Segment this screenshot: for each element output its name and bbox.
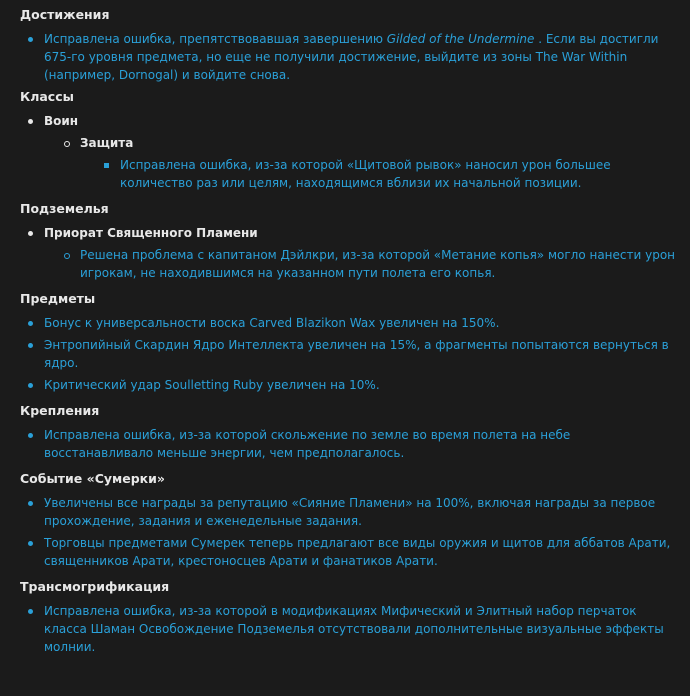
item-text: . Если вы достигли 675-го уровня предмета, но еще не получили достижение, выйдите из зоны The War Within (например, Dornogal) и войдите снова. <box>44 32 659 82</box>
item-text: Защита <box>80 136 134 150</box>
class-warrior <box>26 112 676 130</box>
section-title-transmog: Трансмогрификация <box>20 579 170 594</box>
item-text: Энтропийный Скардин Ядро Интеллекта увеличен на 15%, а фрагменты попытаются вернуться в ядро. <box>44 338 669 370</box>
section-title-mounts: Крепления <box>20 403 100 418</box>
dungeon-priory <box>26 224 676 242</box>
list-item <box>26 376 676 394</box>
section-mounts <box>20 402 676 462</box>
item-text: Исправлена ошибка, из-за которой в модификациях Мифический и Элитный набор перчаток класса Шаман Освобождение Подземелья отсутствовали дополнительные визуальные эффекты молнии. <box>44 604 664 654</box>
section-event <box>20 470 676 570</box>
list-item <box>26 602 676 656</box>
item-text: Воин <box>44 114 79 128</box>
item-text: Исправлена ошибка, из-за которой «Щитовой рывок» наносил урон большее количество раз или целям, находящимся вблизи их начальной позиции. <box>120 158 611 190</box>
item-text: Торговцы предметами Сумерек теперь предлагают все виды оружия и щитов для аббатов Арати, священников Арати, крестоносцев Арати и фанатиков Арати. <box>44 536 671 568</box>
list-item <box>26 426 676 462</box>
list-item <box>102 156 676 192</box>
list-item <box>26 30 676 84</box>
section-achievements <box>20 6 676 84</box>
list-item <box>26 534 676 570</box>
section-items <box>20 290 676 394</box>
item-text: Критический удар Soulletting Ruby увеличен на 10%. <box>44 378 380 392</box>
list-item <box>26 494 676 530</box>
item-text: Бонус к универсальности воска Carved Blazikon Wax увеличен на 150%. <box>44 316 500 330</box>
achievement-name: Gilded of the Undermine <box>386 32 535 46</box>
list-item <box>26 314 676 332</box>
section-title-classes: Классы <box>20 89 74 104</box>
list-item <box>26 336 676 372</box>
section-title-event: Событие «Сумерки» <box>20 471 165 486</box>
section-title-achievements: Достижения <box>20 7 110 22</box>
section-classes <box>20 88 676 192</box>
item-text: Увеличены все награды за репутацию «Сияние Пламени» на 100%, включая награды за первое прохождение, задания и еженедельные задания. <box>44 496 656 528</box>
item-text: Решена проблема с капитаном Дэйлкри, из-за которой «Метание копья» могло нанести урон игрокам, не находившимся на указанном пути полета его копья. <box>80 248 676 280</box>
section-title-dungeons: Подземелья <box>20 201 109 216</box>
item-text: Приорат Священного Пламени <box>44 226 258 240</box>
spec-protection <box>62 134 676 152</box>
list-item <box>62 246 676 282</box>
section-dungeons <box>20 200 676 282</box>
section-transmog <box>20 578 676 656</box>
section-title-items: Предметы <box>20 291 96 306</box>
item-text: Исправлена ошибка, из-за которой скольжение по земле во время полета на небе восстанавливало меньше энергии, чем предполагалось. <box>44 428 571 460</box>
item-text: Исправлена ошибка, препятствовавшая завершению <box>44 32 387 46</box>
